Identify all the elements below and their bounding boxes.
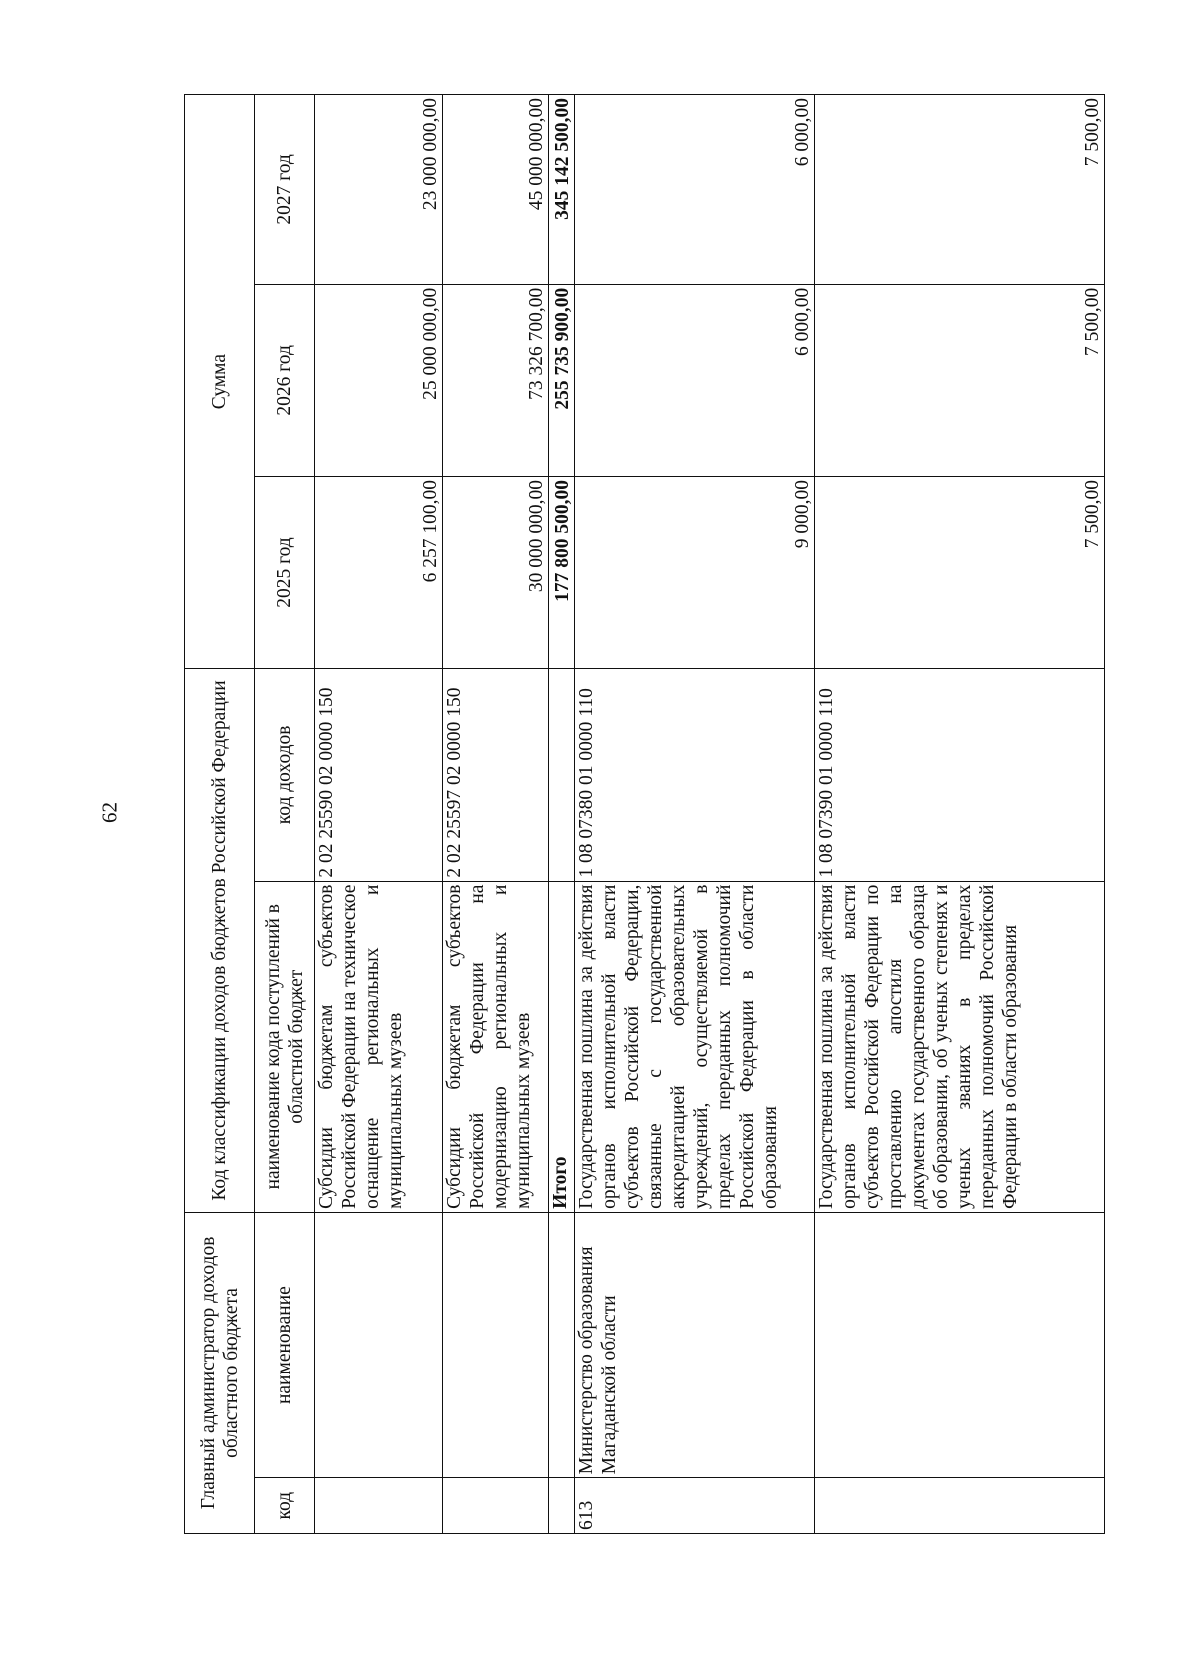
table-row [575, 95, 815, 1534]
table-row [815, 95, 1105, 1534]
budget-table-rotated [184, 94, 1104, 1534]
header-income-name: наименование кода поступлений в областной бюджет [255, 881, 315, 1212]
amount-2026-cell: 73 326 700,00 [443, 284, 549, 476]
table-row [315, 95, 443, 1534]
income-name-cell: Субсидии бюджетам субъектов Российской Федерации на модернизацию региональных и муниципальных музеев [443, 881, 549, 1212]
amount-2026-cell: 6 000,00 [575, 284, 815, 476]
header-income-code: код доходов [255, 669, 315, 881]
header-admin-code: код [255, 1478, 315, 1534]
amount-2026-cell: 25 000 000,00 [315, 284, 443, 476]
income-classification-table [184, 94, 1105, 1534]
amount-2027-cell: 6 000,00 [575, 95, 815, 285]
income-code-cell: 1 08 07390 01 0000 110 [815, 669, 1105, 881]
header-admin-group: Главный администратор доходов областного бюджета [185, 1212, 255, 1533]
income-name-cell: Государственная пошлина за действия органов исполнительной власти субъектов Российской Федерации по проставлению апостиля на документах государственного образца об образовании, об ученых степенях и ученых званиях в пределах переданных полномочий Российской Федерации в области образования [815, 881, 1105, 1212]
table-row-total [549, 95, 575, 1534]
amount-2025-cell: 9 000,00 [575, 476, 815, 668]
amount-2025-cell: 7 500,00 [815, 476, 1105, 668]
total-label-cell: Итого [549, 881, 575, 1212]
income-code-cell: 1 08 07380 01 0000 110 [575, 669, 815, 881]
header-sum-group: Сумма [185, 95, 255, 669]
income-code-cell: 2 02 25597 02 0000 150 [443, 669, 549, 881]
amount-2025-cell: 30 000 000,00 [443, 476, 549, 668]
header-year-2027: 2027 год [255, 95, 315, 285]
admin-name-cell [315, 1212, 443, 1478]
total-2027-cell: 345 142 500,00 [549, 95, 575, 285]
income-name-cell: Субсидии бюджетам субъектов Российской Федерации на техническое оснащение региональных и муниципальных музеев [315, 881, 443, 1212]
total-2025-cell: 177 800 500,00 [549, 476, 575, 668]
income-code-cell: 2 02 25590 02 0000 150 [315, 669, 443, 881]
header-admin-name: наименование [255, 1212, 315, 1478]
total-2026-cell: 255 735 900,00 [549, 284, 575, 476]
admin-name-cell [549, 1212, 575, 1478]
admin-code-cell [315, 1478, 443, 1534]
header-year-2026: 2026 год [255, 284, 315, 476]
admin-code-cell [815, 1478, 1105, 1534]
header-year-2025: 2025 год [255, 476, 315, 668]
admin-name-cell [815, 1212, 1105, 1478]
page-number: 62 [97, 802, 122, 823]
income-name-cell: Государственная пошлина за действия органов исполнительной власти субъектов Российской Федерации, связанные с государственной аккредитацией образовательных учреждений, осуществляемой в пределах переданных полномочий Российской Федерации в области образования [575, 881, 815, 1212]
admin-code-cell: 613 [575, 1478, 815, 1534]
amount-2027-cell: 23 000 000,00 [315, 95, 443, 285]
amount-2025-cell: 6 257 100,00 [315, 476, 443, 668]
amount-2027-cell: 45 000 000,00 [443, 95, 549, 285]
admin-name-cell: Министерство образования Магаданской области [575, 1212, 815, 1478]
header-classification-group: Код классификации доходов бюджетов Российской Федерации [185, 669, 255, 1213]
admin-code-cell [549, 1478, 575, 1534]
admin-name-cell [443, 1212, 549, 1478]
table-row [443, 95, 549, 1534]
amount-2026-cell: 7 500,00 [815, 284, 1105, 476]
admin-code-cell [443, 1478, 549, 1534]
income-code-cell [549, 669, 575, 881]
amount-2027-cell: 7 500,00 [815, 95, 1105, 285]
